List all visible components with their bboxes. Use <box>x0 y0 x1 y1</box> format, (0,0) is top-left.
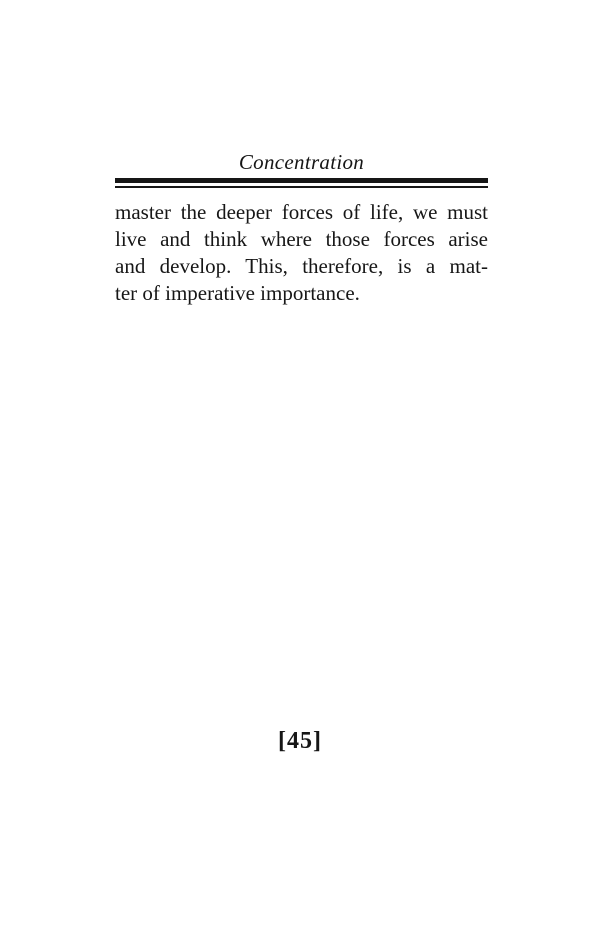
page-number: [45] <box>278 728 322 754</box>
body-line: master the deeper forces of life, we must <box>115 200 488 224</box>
header-rule-thin <box>115 186 488 188</box>
running-head: Concentration <box>238 150 365 174</box>
body-line: live and think where those forces arise <box>115 227 488 251</box>
body-paragraph <box>115 199 488 307</box>
body-line: and develop. This, therefore, is a mat- <box>115 254 488 278</box>
body-line: ter of imperative importance. <box>115 281 360 305</box>
header-rule-thick <box>115 178 488 183</box>
